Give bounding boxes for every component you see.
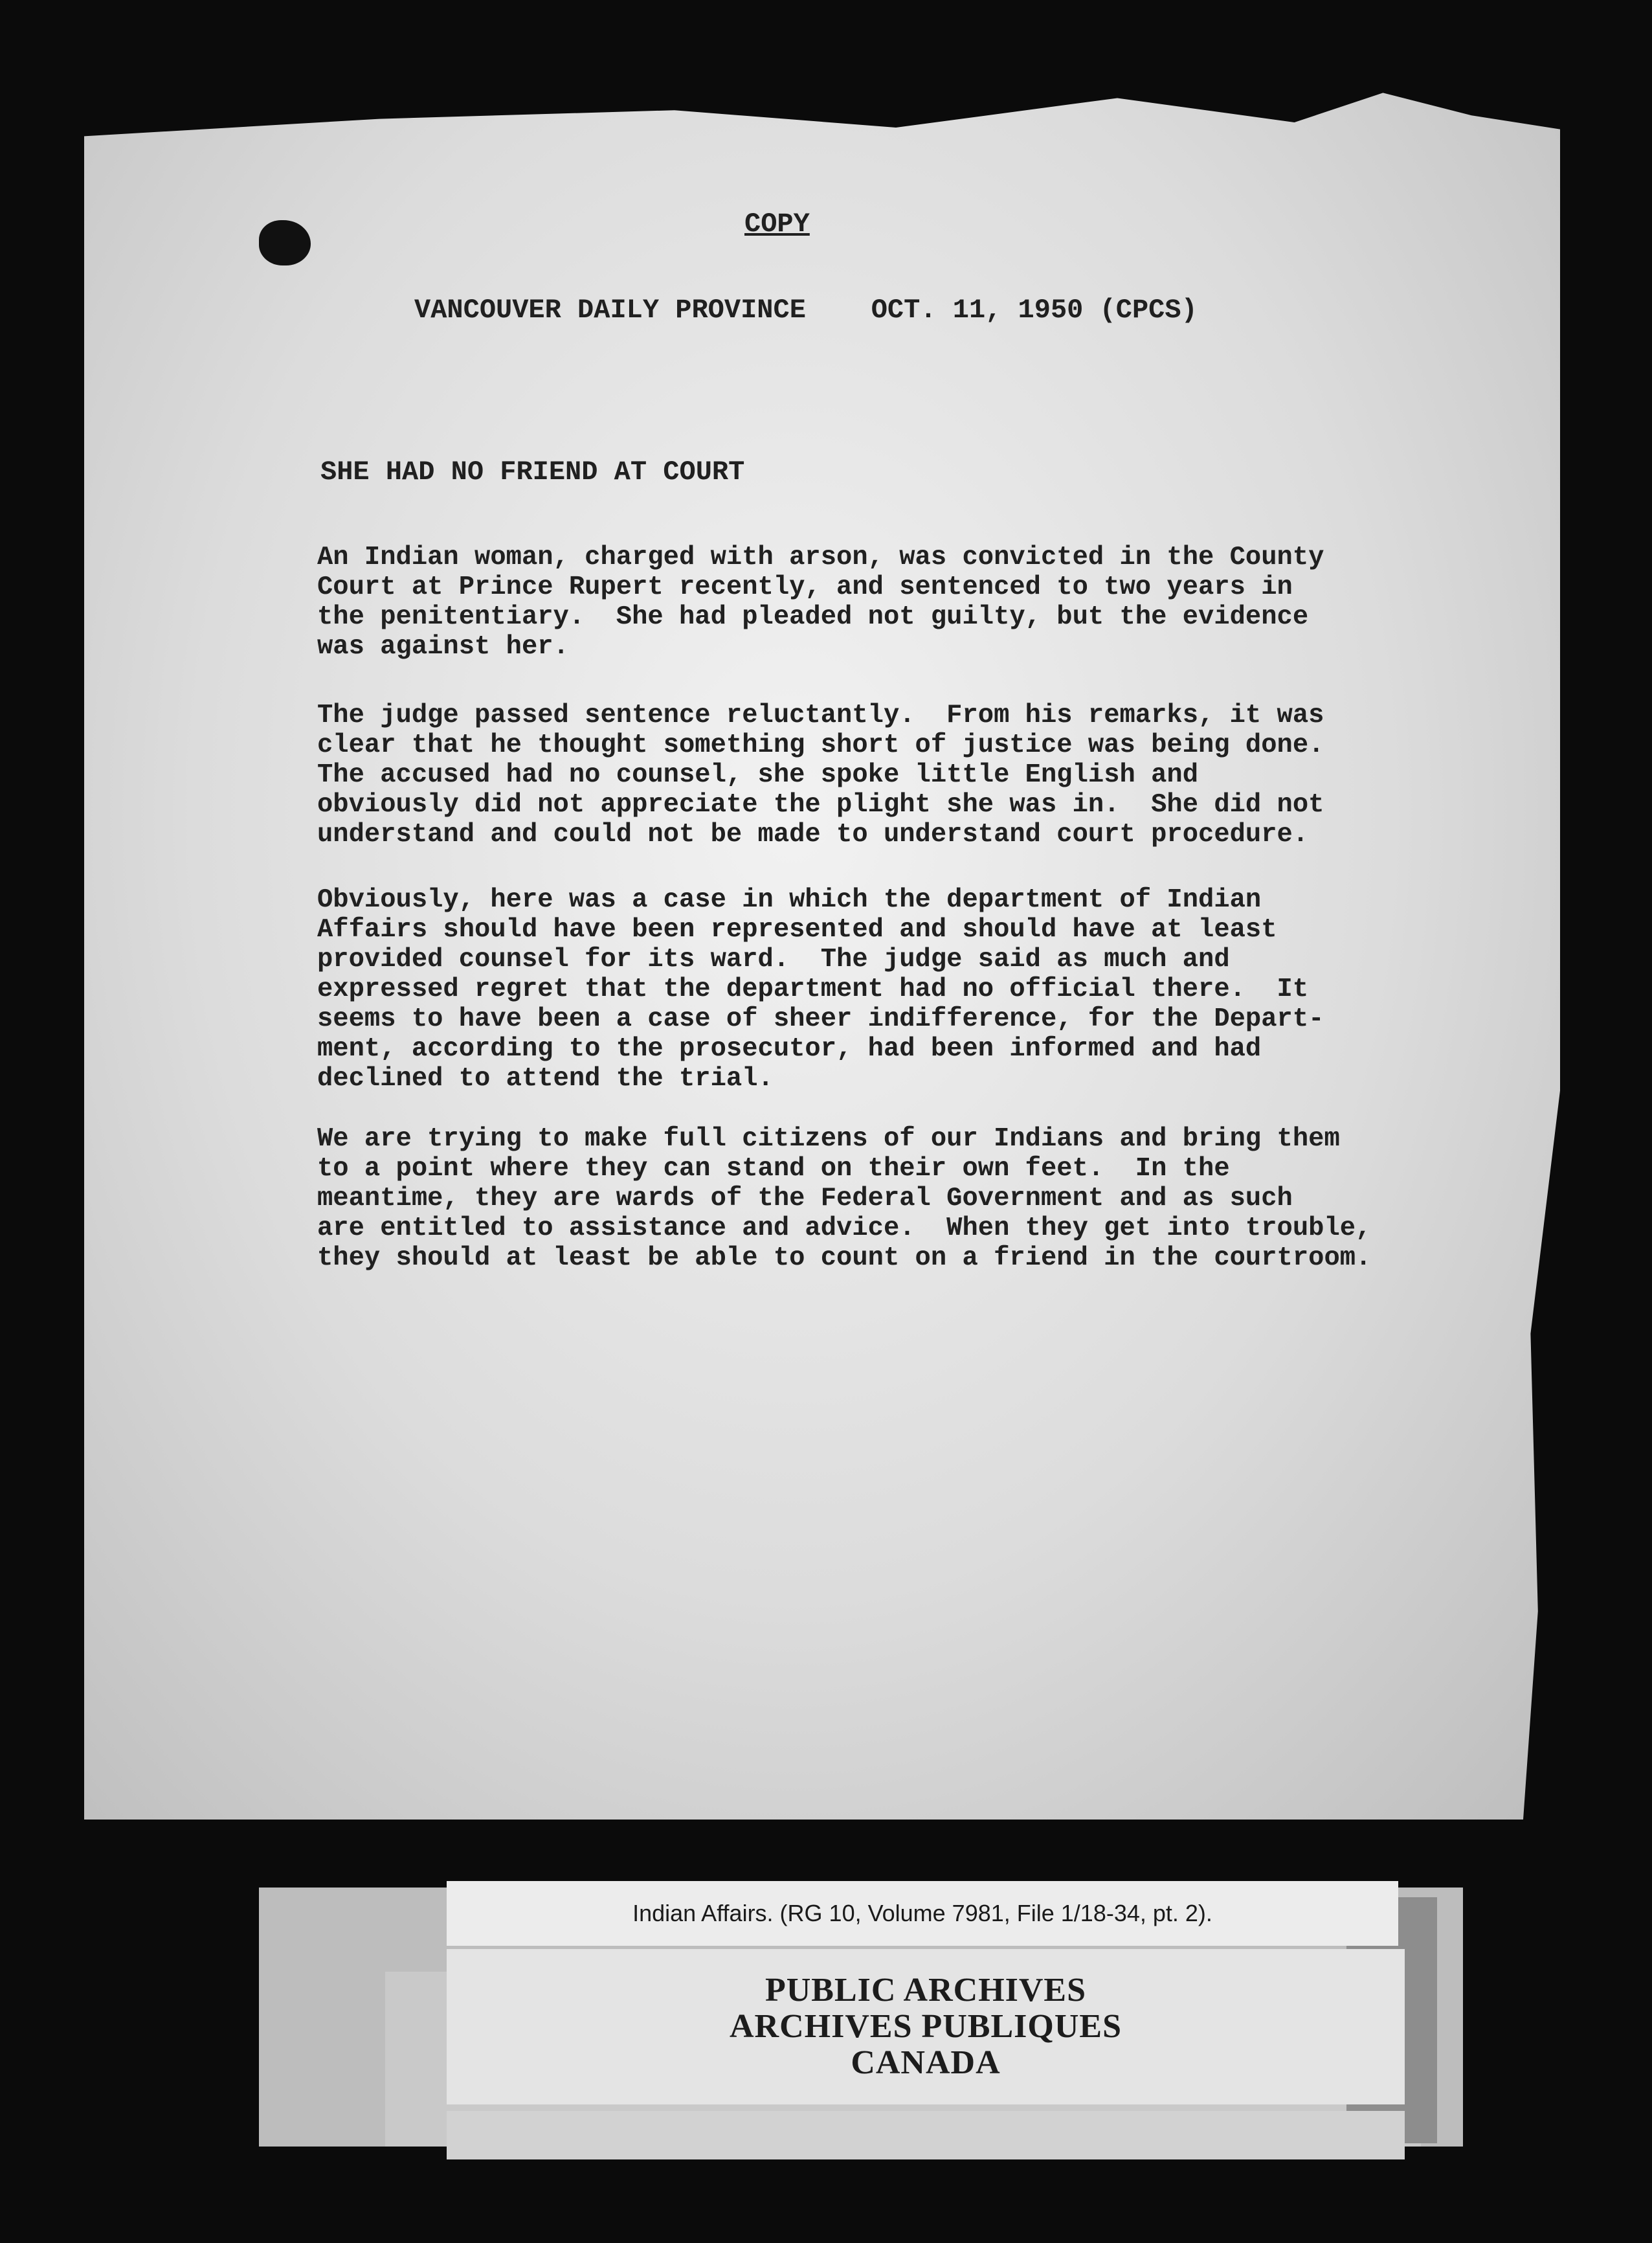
archive-reference: Indian Affairs. (RG 10, Volume 7981, File 1/18-34, pt. 2). [632, 1900, 1212, 1926]
archive-reference-tab [447, 1881, 1398, 1946]
paragraph-1: An Indian woman, charged with arson, was convicted in the County Court at Prince Rupert recently, and sentenced to two years in the penitentiary. She had pleaded not guilty, but the evidence was against her. [317, 543, 1324, 662]
archive-bottom-strip [447, 2111, 1405, 2159]
archive-stamp [447, 1949, 1405, 2104]
paragraph-4: We are trying to make full citizens of our Indians and bring them to a point where they can stand on their own feet. In the meantime, they are wards of the Federal Government and as such are entitled to assistance and advice. When they get into trouble, they should at least be able to count on a friend in the courtroom. [317, 1124, 1372, 1273]
stamp-line-english: PUBLIC ARCHIVES [765, 1972, 1087, 2009]
paragraph-2: The judge passed sentence reluctantly. From his remarks, it was clear that he thought something short of justice was being done. The accused had no counsel, she spoke little English and obviously did not appreciate the plight she was in. She did not understand and could not be made to understand court procedure. [317, 701, 1324, 850]
copy-label: COPY [744, 209, 810, 240]
punch-hole [259, 220, 311, 265]
stamp-line-country: CANADA [851, 2044, 1001, 2081]
source-line: VANCOUVER DAILY PROVINCE OCT. 11, 1950 (CPCS) [414, 295, 1198, 326]
stamp-line-french: ARCHIVES PUBLIQUES [729, 2008, 1122, 2045]
headline: SHE HAD NO FRIEND AT COURT [320, 456, 745, 488]
paragraph-3: Obviously, here was a case in which the department of Indian Affairs should have been represented and should have at least provided counsel for its ward. The judge said as much and expressed regret that the department had no official there. It seems to have been a case of sheer indifference, for the Depart- ment, according to the prosecutor, had been informed and had declined to attend the trial. [317, 885, 1324, 1094]
